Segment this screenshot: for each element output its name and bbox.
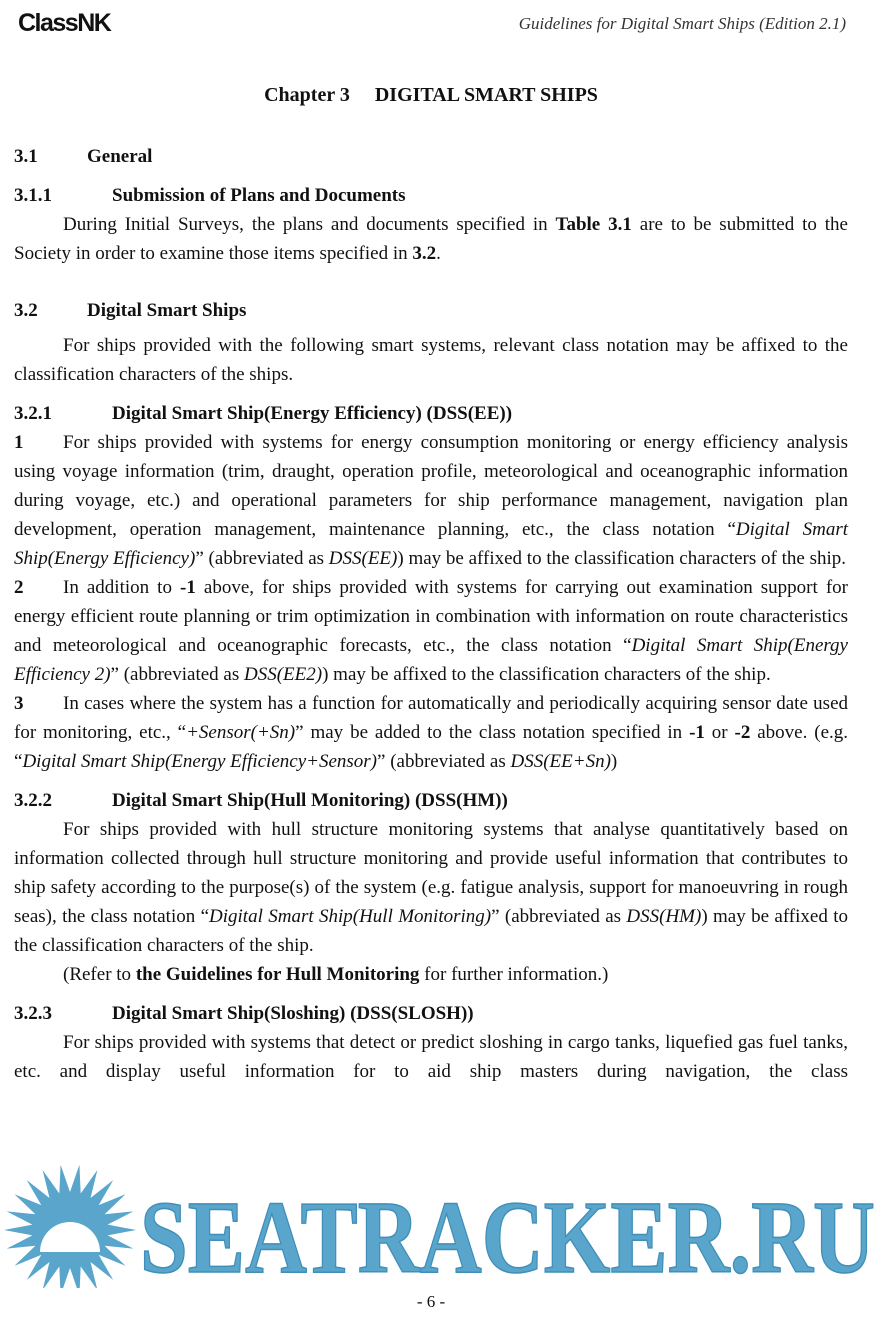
paragraph-3-2-1-3 [14,689,848,776]
page-number: - 6 - [416,1292,446,1311]
section-title: Digital Smart Ship(Energy Efficiency) (DSS(EE)) [112,403,513,424]
chapter-title: Chapter 3 DIGITAL SMART SHIPS [264,84,598,106]
text: (Refer to [63,964,136,985]
paragraph-3-2-2 [14,815,848,960]
text: are to be submitted to the Society in order to examine those items specified in [14,214,848,264]
notation: Digital Smart Ship(Energy Efficiency 2) [14,635,848,685]
text: For ships provided with hull structure monitoring systems that analyse quantitatively based on information collected through hull structure monitoring and provide useful information that contributes to ship safety according to the purpose(s) of the system (e.g. fatigue analysis, support for manoeuvring in rough seas), the class notation “ [14,819,848,927]
section-reference: 3.2 [412,243,437,264]
text: above, for ships provided with systems for carrying out examination support for energy efficient route planning or trim optimization in combination with information on route characteristics and meteorological and oceanographic forecasts, etc., the class notation “ [14,577,848,656]
paragraph-3-2: For ships provided with the following smart systems, relevant class notation may be affixed to the classification characters of the ships. [14,335,848,385]
paragraph-3-2-2-reference [14,960,848,989]
paragraph-number: 3 [14,693,24,714]
section-heading-3-2-1 [14,399,848,428]
notation-abbrev: DSS(EE) [328,548,398,569]
text: ” may be added to the class notation specified in [295,722,690,743]
text: . [436,243,441,264]
notation-abbrev: DSS(EE2) [244,664,323,685]
notation: Digital Smart Ship(Energy Efficiency+Sensor) [22,751,378,772]
section-heading-3-2 [14,296,848,325]
section-heading-3-1-1 [14,181,848,210]
section-heading-3-2-2 [14,786,848,815]
reference: -1 [689,722,705,743]
section-heading-3-1 [14,142,848,171]
footer-watermark-text: SEATRACKER.RU [140,1180,875,1288]
section-title: Digital Smart Ship(Sloshing) (DSS(SLOSH)) [112,1003,474,1024]
section-title: Digital Smart Ship(Hull Monitoring) (DSS(HM)) [112,790,508,811]
paragraph-number: 1 [14,432,24,453]
text: During Initial Surveys, the plans and documents specified in [63,214,556,235]
running-title: Guidelines for Digital Smart Ships (Edition 2.1) [518,14,846,33]
section-title: Digital Smart Ships [87,300,247,321]
text: In addition to [63,577,181,598]
text: ) may be affixed to the classification characters of the ship. [397,548,846,569]
text: ” (abbreviated as [377,751,511,772]
guideline-reference: the Guidelines for Hull Monitoring [135,964,420,985]
paragraph-3-1-1 [14,210,848,268]
document-body [14,142,848,1086]
reference: -1 [180,577,196,598]
text: ) may be affixed to the classification characters of the ship. [14,906,848,956]
paragraph-3-2-1-2 [14,573,848,689]
notation: Digital Smart Ship(Energy Efficiency) [14,519,848,569]
text: ” (abbreviated as [110,664,244,685]
reference: -2 [734,722,751,743]
section-heading-3-2-3 [14,999,848,1028]
notation-abbrev: DSS(EE+Sn) [510,751,611,772]
text: In cases where the system has a function for automatically and periodically acquiring sensor date used for monitoring, etc., “ [14,693,848,743]
text: above. (e.g. “ [14,722,849,772]
text: or [704,722,735,743]
text: For ships provided with systems for energy consumption monitoring or energy efficiency analysis using voyage information (trim, draught, operation profile, meteorological and oceanographic information during voyage, etc.) and operational parameters for ship performance management, navigation plan development, operation management, maintenance planning, etc., the class notation “ [14,432,848,540]
text: ) may be affixed to the classification characters of the ship. [322,664,771,685]
section-title: Submission of Plans and Documents [112,185,406,206]
notation: +Sensor(+Sn) [186,722,296,743]
section-number: 3.2.1 [14,403,52,424]
section-number: 3.2 [14,300,38,321]
footer-watermark [140,1168,880,1288]
text: ) [610,751,618,772]
paragraph-3-2-1-1 [14,428,848,573]
section-title: General [87,146,153,167]
sun-watermark-icon [0,1160,140,1288]
section-number: 3.1 [14,146,38,167]
table-reference: Table 3.1 [555,214,632,235]
section-number: 3.2.2 [14,790,52,811]
section-number: 3.1.1 [14,185,52,206]
notation: Digital Smart Ship(Hull Monitoring) [209,906,492,927]
text: ” (abbreviated as [491,906,627,927]
section-number: 3.2.3 [14,1003,52,1024]
classnk-logo: ClassNK [18,9,111,37]
text: ” (abbreviated as [195,548,329,569]
notation-abbrev: DSS(HM) [626,906,702,927]
paragraph-3-2-3: For ships provided with systems that detect or predict sloshing in cargo tanks, liquefied gas fuel tanks, etc. and display useful information for to aid ship masters during navigation, the class [14,1032,848,1082]
text: for further information.) [419,964,609,985]
paragraph-number: 2 [14,577,24,598]
